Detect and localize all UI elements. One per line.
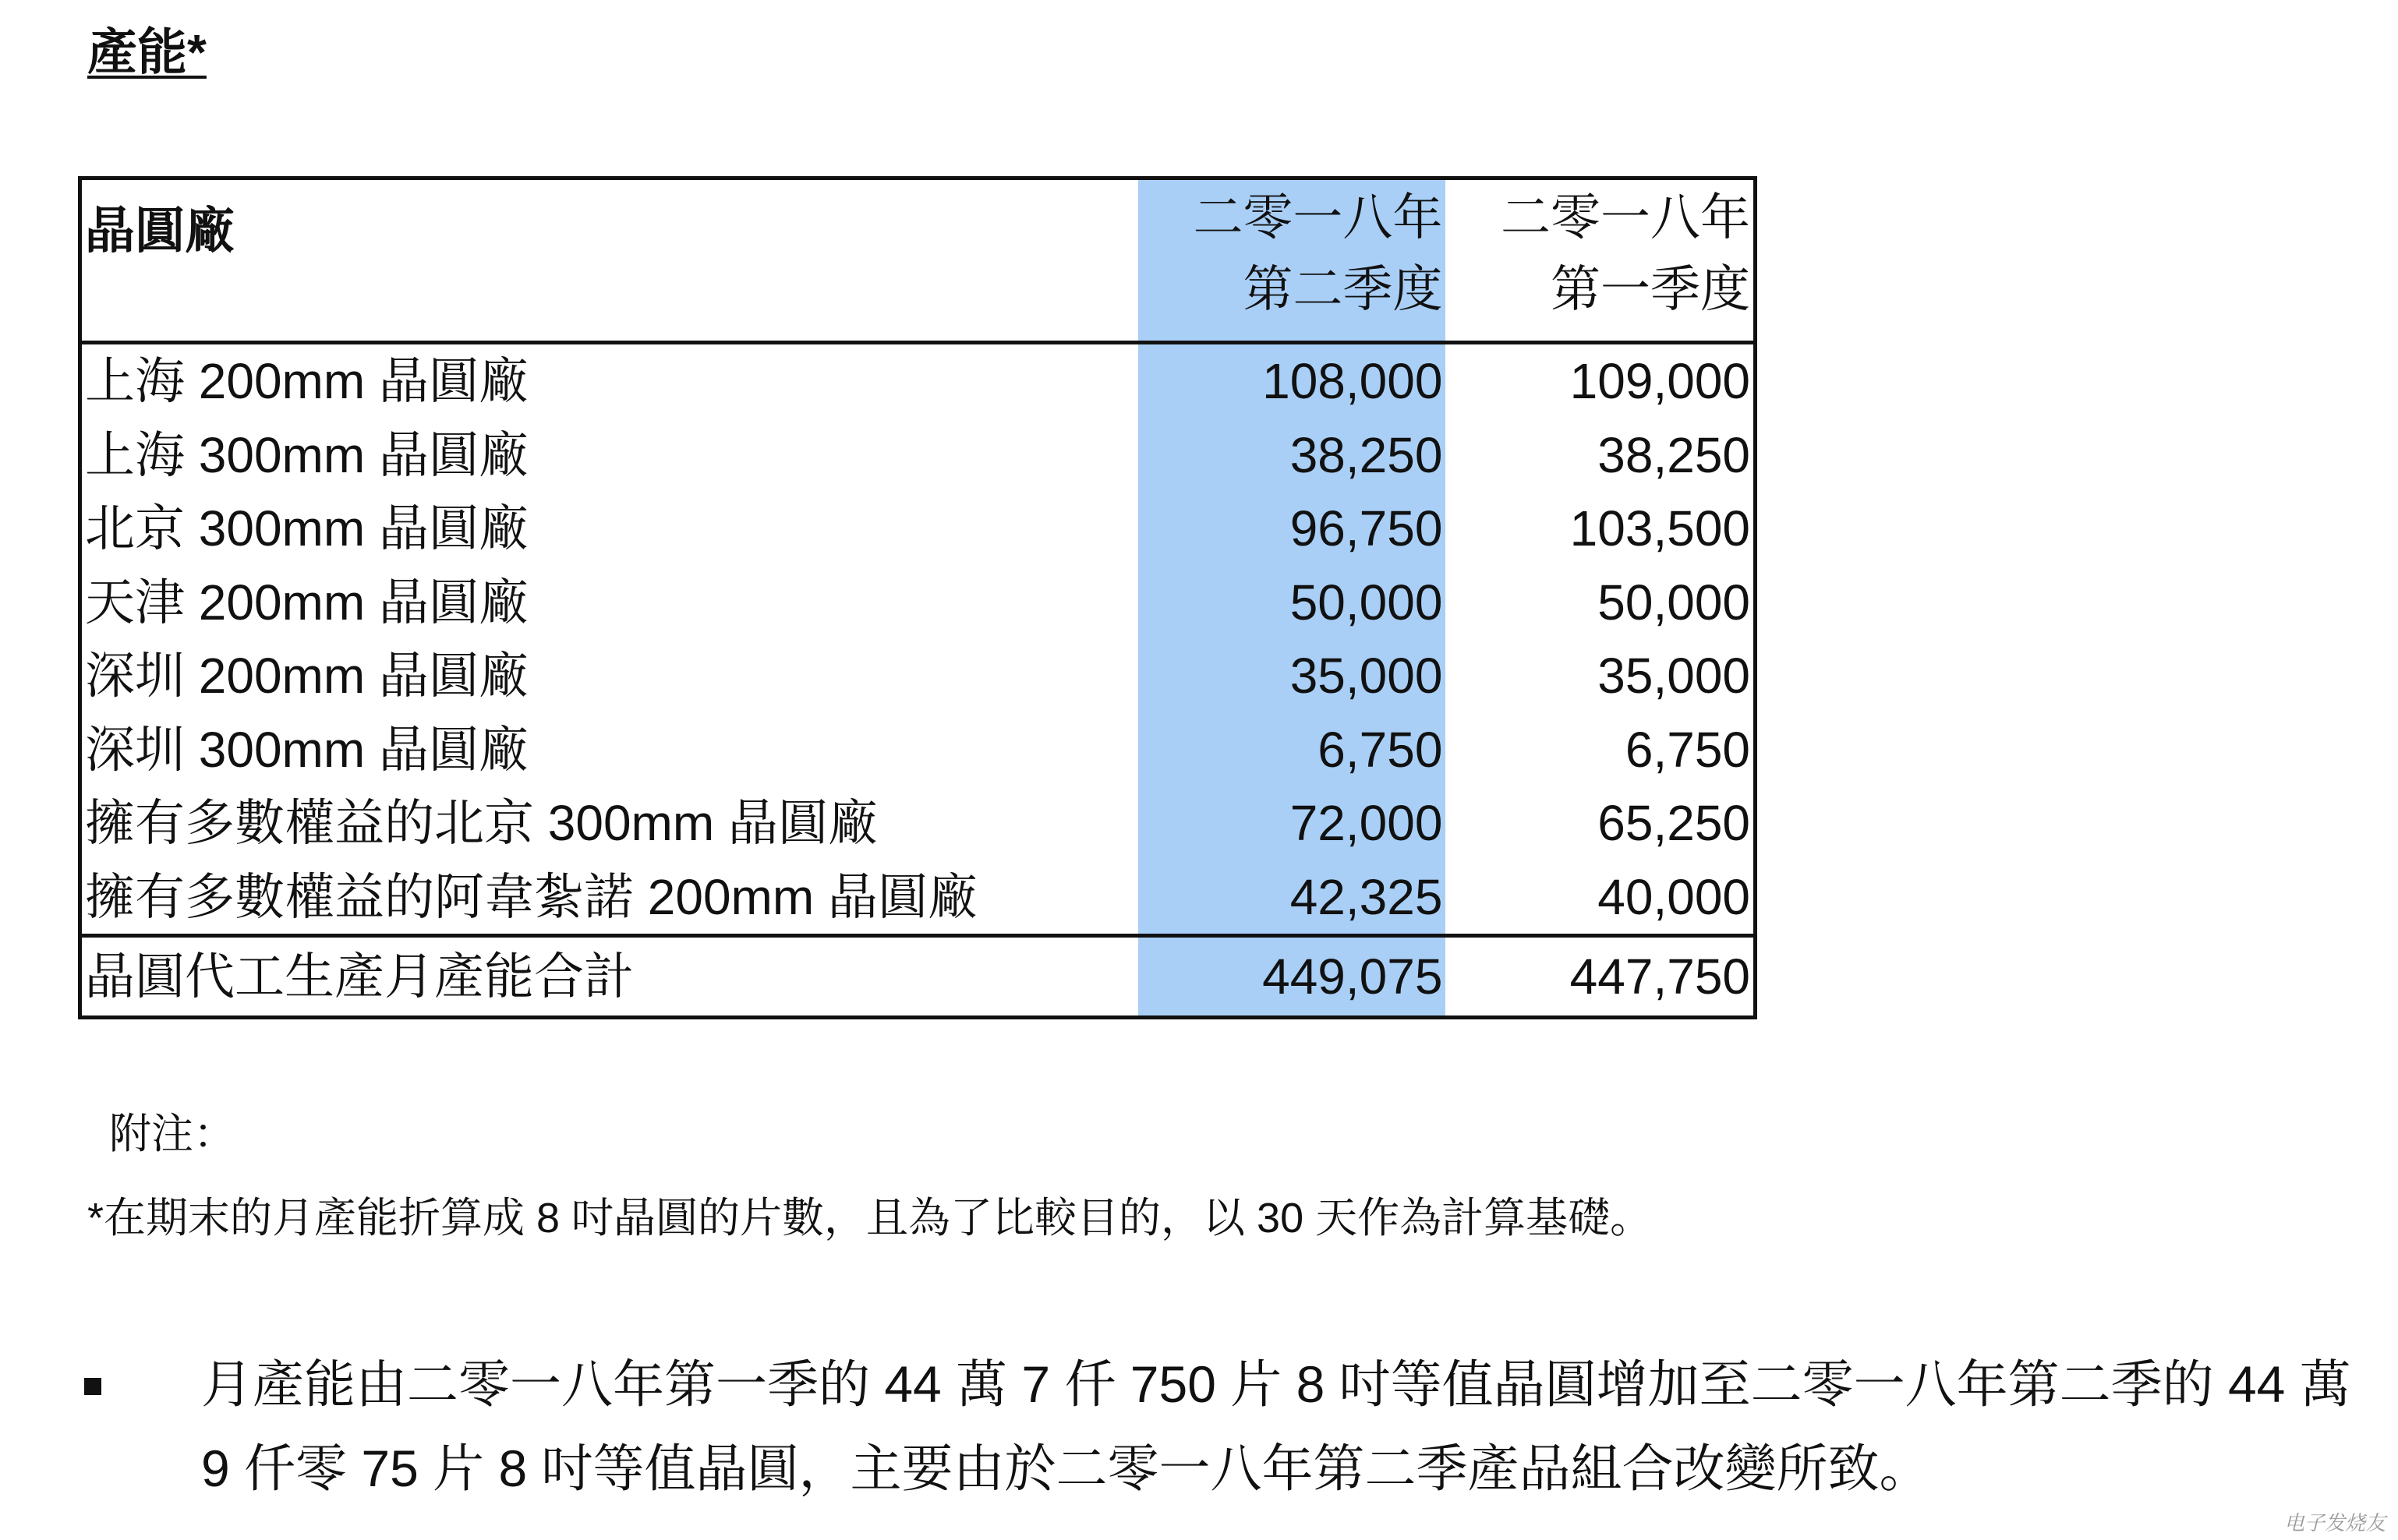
facility-name: 擁有多數權益的北京 300mm 晶圓廠	[85, 795, 878, 851]
bullet-square-icon	[84, 1378, 101, 1395]
total-q2-value: 449,075	[1138, 936, 1446, 1018]
q1-value: 109,000	[1569, 353, 1750, 409]
q2-value: 96,750	[1138, 492, 1446, 566]
facility-name: 天津 200mm 晶圓廠	[85, 574, 529, 630]
facility-name: 深圳 200mm 晶圓廠	[85, 648, 529, 704]
header-q2-line2: 第二季度	[1243, 261, 1443, 317]
facility-name: 深圳 300mm 晶圓廠	[85, 721, 529, 778]
capacity-table	[78, 176, 1757, 1019]
table-row	[80, 786, 1756, 860]
q1-value: 65,250	[1597, 795, 1750, 851]
facility-name: 上海 300mm 晶圓廠	[85, 426, 529, 483]
q1-value: 35,000	[1597, 648, 1750, 704]
q1-value: 6,750	[1625, 721, 1750, 778]
q2-value: 6,750	[1138, 713, 1446, 787]
q2-value: 72,000	[1138, 786, 1446, 860]
header-q1-line1: 二零一八年	[1501, 189, 1750, 245]
q1-value: 103,500	[1569, 500, 1750, 556]
table-row	[80, 343, 1756, 419]
table-header-row	[80, 178, 1756, 343]
table-row	[80, 860, 1756, 936]
table-row	[80, 639, 1756, 713]
header-facility: 晶圓廠	[80, 178, 1138, 343]
note-heading: 附注：	[109, 1111, 235, 1157]
note-text: *在期末的月產能折算成 8 吋晶圓的片數，且為了比較目的，以 30 天作為計算基礎。	[87, 1195, 1653, 1242]
header-q2-line1: 二零一八年	[1193, 189, 1443, 245]
bullet-paragraph: 月產能由二零一八年第一季的 44 萬 7 仟 750 片 8 吋等值晶圓增加至二零一八年第二季的 44 萬 9 仟零 75 片 8 吋等值晶圓，主要由於二零一八年第二季產品組合改變所致。	[201, 1355, 2351, 1497]
page-title: 產能*	[87, 24, 207, 80]
facility-name: 北京 300mm 晶圓廠	[85, 500, 529, 556]
q2-value: 108,000	[1138, 343, 1446, 419]
q2-value: 50,000	[1138, 566, 1446, 640]
q1-value: 50,000	[1597, 574, 1750, 630]
q2-value: 35,000	[1138, 639, 1446, 713]
total-row	[80, 936, 1756, 1018]
facility-name: 上海 200mm 晶圓廠	[85, 353, 529, 409]
table-row	[80, 419, 1756, 493]
facility-name: 擁有多數權益的阿韋紮諾 200mm 晶圓廠	[85, 868, 978, 925]
total-q1-value: 447,750	[1445, 936, 1755, 1018]
header-q1-2018	[1445, 178, 1755, 343]
table-row	[80, 713, 1756, 787]
q2-value: 42,325	[1138, 860, 1446, 936]
header-q1-line2: 第一季度	[1551, 261, 1750, 317]
q1-value: 38,250	[1597, 426, 1750, 483]
header-q2-2018	[1138, 178, 1446, 343]
total-label: 晶圓代工生產月產能合計	[80, 936, 1138, 1018]
watermark: 电子发烧友	[2284, 1511, 2386, 1535]
table-row	[80, 492, 1756, 566]
q2-value: 38,250	[1138, 419, 1446, 493]
q1-value: 40,000	[1597, 868, 1750, 925]
table-row	[80, 566, 1756, 640]
